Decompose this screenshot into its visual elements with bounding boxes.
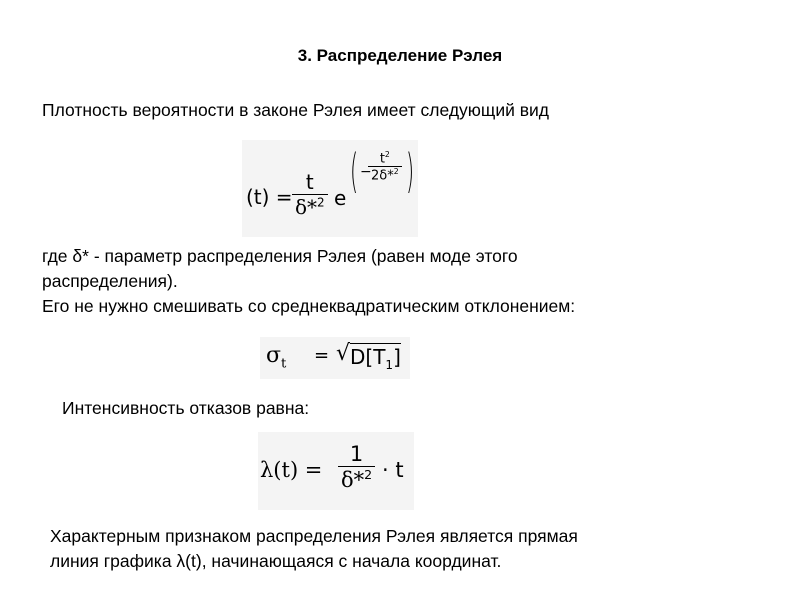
sigma-equals: = (314, 345, 330, 366)
sigma-formula (260, 337, 410, 379)
sqrt-icon: √ (336, 341, 351, 366)
lambda-numerator: 1 (349, 442, 364, 466)
sqrt-radicand: $D[T_1]$ (350, 345, 401, 372)
exponent (350, 144, 415, 200)
density-denominator-power: 2 (317, 195, 325, 210)
slide-title: 3. Распределение Рэлея (297, 46, 503, 65)
exp-denominator: 2δ* (371, 168, 394, 184)
lambda-formula (258, 432, 414, 510)
exp-left-paren: ( (350, 144, 359, 198)
exp-right-paren: ) (406, 144, 415, 198)
intensity-text: Интенсивность отказов равна: (62, 398, 310, 418)
density-lhs: (t) = (246, 185, 293, 209)
lambda-denominator: δ* (341, 468, 365, 492)
exp-fraction (368, 150, 402, 184)
lambda-fraction (338, 442, 375, 492)
density-formula (242, 140, 418, 237)
exp-numerator-power: 2 (384, 150, 390, 159)
sigma-subscript: t (281, 356, 287, 372)
lambda-denominator-power: 2 (364, 467, 373, 482)
where-text-line2: распределения). (42, 271, 178, 291)
exp-sign: − (360, 164, 372, 180)
lambda-rhs: · t (382, 458, 404, 482)
where-text-line1: где δ* - параметр распределения Рэлея (равен моде этого (42, 246, 518, 266)
exp-base: e (334, 186, 347, 210)
intro-text: Плотность вероятности в законе Рэлея имеет следующий вид (42, 100, 550, 120)
conclusion-line2: линия графика λ(t), начинающаяся с начала координат. (50, 551, 502, 571)
radicand-subscript: 1 (385, 358, 394, 372)
density-fraction (292, 170, 328, 219)
density-denominator: δ* (295, 195, 318, 219)
exp-numerator: t (379, 151, 385, 167)
conclusion-line1: Характерным признаком распределения Рэлея является прямая (50, 526, 578, 546)
exp-denominator-power: 2 (393, 167, 399, 177)
lambda-lhs: λ(t) = (260, 458, 323, 482)
density-numerator: t (305, 170, 314, 194)
sigma-symbol: $\sigma_t$ (266, 343, 287, 372)
std-text: Его не нужно смешивать со среднеквадратическим отклонением: (42, 296, 576, 316)
